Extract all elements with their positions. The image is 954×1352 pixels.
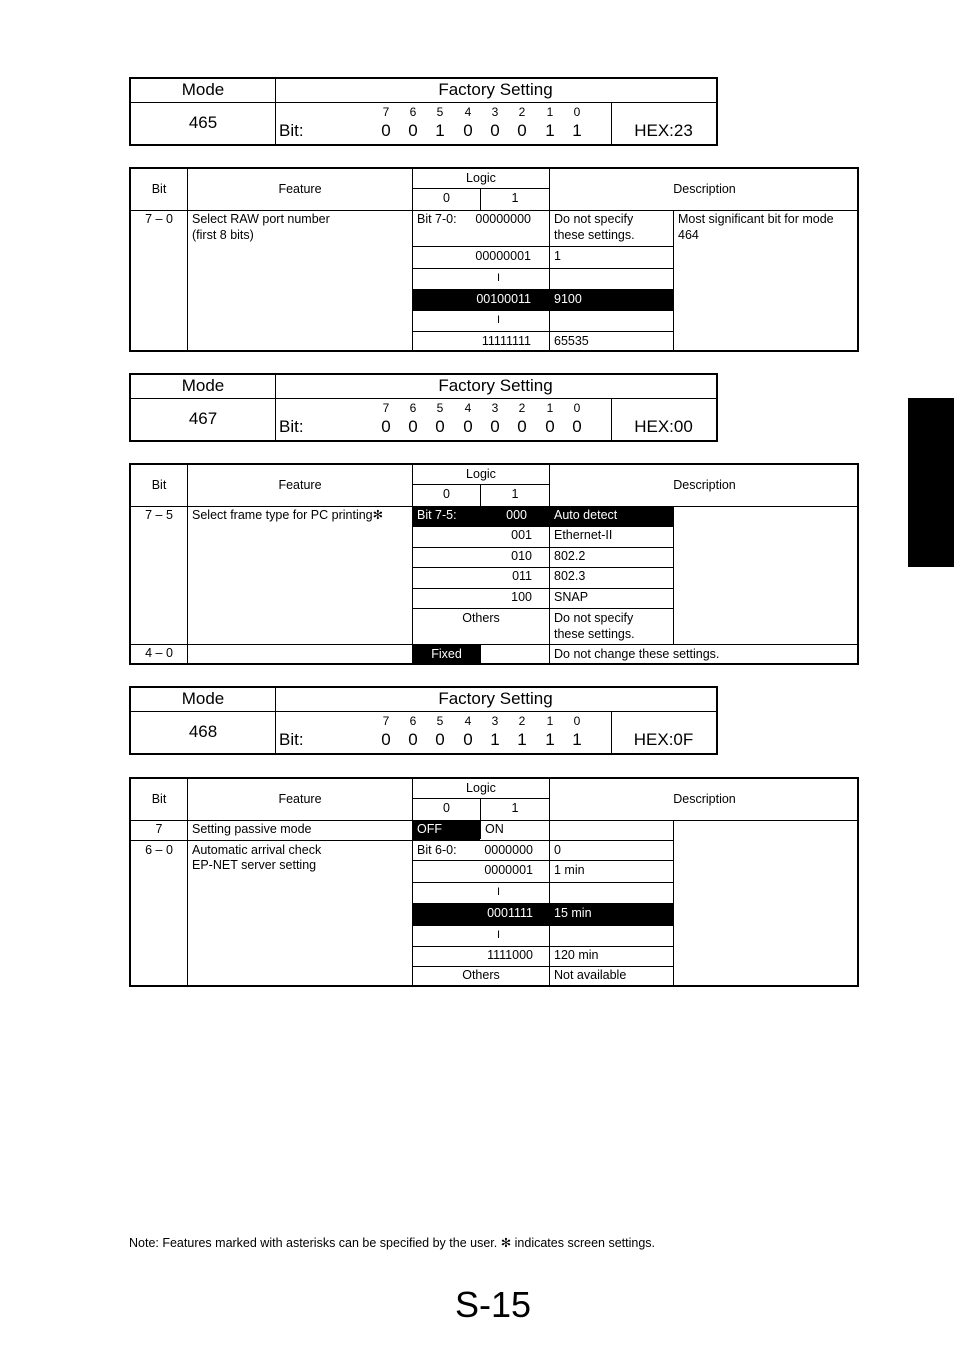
feature-text: EP-NET server setting (192, 858, 317, 872)
description-text: SNAP (554, 590, 589, 604)
logic-one-header: 1 (511, 801, 519, 815)
bit-value: 0 (435, 730, 445, 749)
bit-prefix: Bit 7-0: (417, 212, 457, 226)
logic-value: 11111111 (481, 334, 531, 348)
bit-position: 2 (518, 714, 526, 728)
on-label: ON (485, 822, 504, 836)
feature-text: Setting passive mode (192, 822, 312, 836)
range-continuation-mark: I (496, 314, 501, 326)
description-text: 65535 (554, 334, 589, 348)
feature-header: Feature (278, 478, 322, 492)
feature-text: Select RAW port number (192, 212, 330, 226)
bit-value: 1 (490, 730, 500, 749)
bit-position: 4 (464, 105, 472, 119)
bit-position: 4 (464, 714, 472, 728)
bit-label: Bit: (279, 121, 304, 140)
bit-value: 1 (545, 121, 555, 140)
bit-position: 0 (573, 401, 581, 415)
logic-zero-header: 0 (443, 191, 450, 205)
bit-value: 0 (408, 417, 418, 436)
bit-value: 0 (381, 121, 391, 140)
bit-position: 1 (546, 105, 554, 119)
bit-value: 1 (545, 730, 555, 749)
mode-table-468 (129, 686, 718, 755)
bit-position: 5 (436, 105, 444, 119)
footnote: Note: Features marked with asterisks can be specified by the user. ✻ indicates screen settings. (129, 1236, 656, 1250)
bit-value: 0 (463, 730, 473, 749)
description-text: 1 (554, 249, 561, 263)
logic-one-header: 1 (511, 487, 519, 501)
section-side-tab (908, 398, 954, 567)
logic-value: 010 (511, 549, 532, 563)
feature-header: Feature (278, 792, 322, 806)
bit-range: 7 – 0 (145, 212, 173, 226)
bit-value: 1 (572, 121, 582, 140)
bit-position: 7 (382, 401, 390, 415)
bit-range: 4 – 0 (145, 646, 173, 660)
logic-value-selected: 000 (506, 508, 527, 522)
bit-range: 6 – 0 (145, 843, 173, 857)
off-label: OFF (417, 822, 442, 836)
logic-value: 100 (511, 590, 532, 604)
description-header: Description (673, 478, 736, 492)
mode-number: 467 (188, 409, 218, 428)
description-header: Description (673, 792, 736, 806)
hex-value: HEX:00 (634, 417, 693, 436)
logic-header: Logic (466, 781, 496, 795)
logic-value: Others (462, 611, 500, 625)
bit-position: 5 (436, 401, 444, 415)
bit-value: 1 (572, 730, 582, 749)
bit-header: Bit (151, 182, 167, 196)
logic-value: 011 (512, 569, 532, 583)
factory-setting-header: Factory Setting (438, 689, 553, 708)
feature-text: Automatic arrival check (192, 843, 322, 857)
mode-number: 468 (188, 722, 218, 741)
bit-position: 4 (464, 401, 472, 415)
logic-header: Logic (466, 171, 496, 185)
bit-value: 0 (463, 121, 473, 140)
logic-value: 001 (511, 528, 532, 542)
description-text: Ethernet-II (554, 528, 613, 542)
logic-value: Others (462, 968, 500, 982)
bit-position: 7 (382, 714, 390, 728)
mode-header: Mode (181, 689, 225, 708)
description-text: Do not specify (554, 611, 634, 625)
description-text: Do not specify (554, 212, 634, 226)
description-text-selected: 9100 (554, 292, 582, 306)
logic-value-selected: 0001111 (487, 906, 533, 920)
note-text: 464 (678, 228, 699, 242)
bit-position: 6 (409, 105, 417, 119)
range-continuation-mark: I (496, 272, 501, 284)
bit-position: 3 (491, 714, 499, 728)
feature-text: (first 8 bits) (192, 228, 254, 242)
bit-position: 1 (546, 714, 554, 728)
feature-header: Feature (278, 182, 322, 196)
bit-position: 7 (382, 105, 390, 119)
range-continuation-mark: I (496, 886, 501, 898)
bit-prefix: Bit 7-5: (417, 508, 457, 522)
bit-value: 0 (517, 417, 527, 436)
bit-range: 7 – 5 (145, 508, 173, 522)
logic-value-selected: 00100011 (476, 292, 531, 306)
detail-table-465 (129, 167, 859, 352)
bit-value: 0 (408, 121, 418, 140)
hex-value: HEX:0F (633, 730, 694, 749)
bit-value: 0 (463, 417, 473, 436)
description-text: 802.2 (554, 549, 586, 563)
bit-value: 0 (517, 121, 527, 140)
logic-zero-header: 0 (443, 801, 450, 815)
mode-table-465 (129, 77, 718, 146)
bit-value: 0 (435, 417, 445, 436)
bit-value: 0 (381, 730, 391, 749)
bit-value: 0 (408, 730, 418, 749)
mode-table-467 (129, 373, 718, 442)
description-text: 1 min (554, 863, 585, 877)
description-text: 802.3 (554, 569, 586, 583)
mode-number: 465 (188, 113, 218, 132)
bit-value: 0 (490, 121, 500, 140)
feature-text: Select frame type for PC printing✻ (192, 508, 384, 522)
hex-value: HEX:23 (634, 121, 693, 140)
bit-position: 5 (436, 714, 444, 728)
detail-table-468 (129, 777, 859, 987)
bit-header: Bit (151, 792, 167, 806)
bit-position: 2 (518, 105, 526, 119)
bit-position: 6 (409, 714, 417, 728)
factory-setting-header: Factory Setting (438, 80, 553, 99)
bit-label: Bit: (279, 730, 304, 749)
bit-position: 6 (409, 401, 417, 415)
bit-range: 7 (155, 822, 163, 836)
bit-label: Bit: (279, 417, 304, 436)
logic-header: Logic (466, 467, 496, 481)
logic-zero-header: 0 (443, 487, 450, 501)
bit-position: 3 (491, 401, 499, 415)
logic-value: 0000001 (484, 863, 533, 877)
bit-prefix: Bit 6-0: (417, 843, 457, 857)
page-number: S-15 (454, 1284, 532, 1325)
mode-header: Mode (181, 376, 225, 395)
description-text: 120 min (554, 948, 599, 962)
bit-value: 0 (490, 417, 500, 436)
bit-position: 2 (518, 401, 526, 415)
description-text: 0 (554, 843, 561, 857)
bit-position: 1 (546, 401, 554, 415)
logic-value: 00000000 (475, 212, 531, 226)
factory-setting-header: Factory Setting (438, 376, 553, 395)
description-header: Description (673, 182, 736, 196)
description-text-selected: Auto detect (554, 508, 618, 522)
bit-value: 0 (381, 417, 391, 436)
description-text: Not available (554, 968, 627, 982)
logic-one-header: 1 (511, 191, 519, 205)
description-text-selected: 15 min (554, 906, 592, 920)
bit-position: 0 (573, 105, 581, 119)
detail-table-467 (129, 463, 859, 665)
bit-position: 0 (573, 714, 581, 728)
fixed-label: Fixed (431, 647, 462, 661)
bit-value: 1 (435, 121, 445, 140)
description-text: these settings. (554, 228, 635, 242)
logic-value: 00000001 (475, 249, 531, 263)
description-text: these settings. (554, 627, 635, 641)
bit-value: 1 (517, 730, 527, 749)
logic-value: 1111000 (487, 948, 533, 962)
description-text: Do not change these settings. (554, 647, 720, 661)
note-text: Most significant bit for mode (678, 212, 834, 226)
bit-header: Bit (151, 478, 167, 492)
range-continuation-mark: I (496, 929, 501, 941)
mode-header: Mode (181, 80, 225, 99)
bit-value: 0 (572, 417, 582, 436)
bit-position: 3 (491, 105, 499, 119)
logic-value: 0000000 (484, 843, 533, 857)
bit-value: 0 (545, 417, 555, 436)
